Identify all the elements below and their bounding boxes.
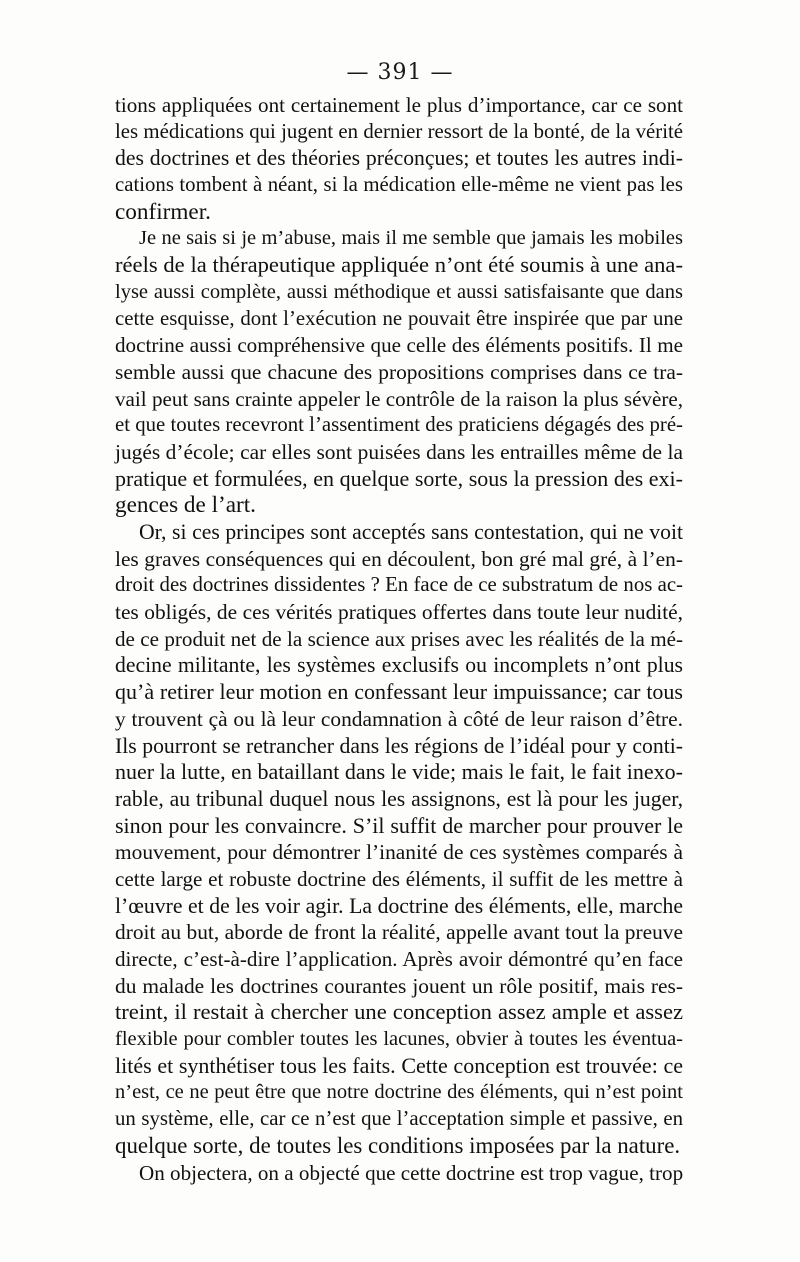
text-line: rable, au tribunal duquel nous les assignons, est là pour les juger, [115, 786, 683, 811]
text-line: de ce produit net de la science aux prises avec les réalités de la mé- [115, 626, 683, 651]
text-line: du malade les doctrines courantes jouent un rôle positif, mais res- [115, 973, 683, 998]
text-line: quelque sorte, de toutes les conditions imposées par la nature. [115, 1132, 681, 1158]
text-line: lyse aussi complète, aussi méthodique et aussi satisfaisante que dans [115, 280, 683, 303]
text-line: cette esquisse, dont l’exécution ne pouvait être inspirée que par une [115, 306, 683, 330]
text-line: cette large et robuste doctrine des éléments, il suffit de les mettre à [115, 866, 683, 891]
text-line: flexible pour combler toutes les lacunes, obvier à toutes les éventua- [115, 1028, 683, 1051]
text-line: et que toutes recevront l’assentiment des praticiens dégagés des pré- [115, 413, 683, 437]
text-line: gences de l’art. [115, 492, 256, 519]
text-line: Or, si ces principes sont acceptés sans contestation, qui ne voit [139, 520, 683, 544]
text-line: Ils pourront se retrancher dans les régions de l’idéal pour y conti- [115, 733, 683, 758]
text-line: réels de la thérapeutique appliquée n’ont été soumis à une ana- [115, 252, 683, 278]
text-line: semble aussi que chacune des propositions comprises dans ce tra- [115, 359, 683, 384]
text-line: jugés d’école; car elles sont puisées dans les entrailles même de la [115, 439, 683, 464]
text-line: n’est, ce ne peut être que notre doctrine des éléments, qui n’est point [115, 1081, 683, 1104]
text-line: treint, il restait à chercher une conception assez ample et assez [115, 999, 683, 1025]
text-line: mouvement, pour démontrer l’inanité de ces systèmes comparés à [115, 840, 683, 865]
text-line: lités et synthétiser tous les faits. Cette conception est trouvée: ce [115, 1052, 683, 1078]
text-line: tes obligés, de ces vérités pratiques offertes dans toute leur nudité, [115, 600, 683, 625]
text-line: vail peut sans crainte appeler le contrôle de la raison la plus sévère, [115, 386, 683, 411]
text-line: nuer la lutte, en bataillant dans le vide; mais le fait, le fait inexo- [115, 759, 683, 785]
page-number-header: — 391 — [346, 60, 454, 85]
text-line: doctrine aussi compréhensive que celle des éléments positifs. Il me [115, 333, 683, 358]
text-line: des doctrines et des théories préconçues; et toutes les autres indi- [115, 146, 683, 171]
text-line: droit des doctrines dissidentes ? En face de ce substratum de nos ac- [115, 573, 683, 597]
text-line: tions appliquées ont certainement le plus d’importance, car ce sont [115, 93, 683, 117]
text-line: droit au but, aborde de front la réalité, appelle avant tout la preuve [115, 920, 683, 945]
text-line: On objectera, on a objecté que cette doctrine est trop vague, trop [139, 1160, 684, 1185]
body-text [115, 92, 683, 1186]
text-line: cations tombent à néant, si la médication elle-même ne vient pas les [115, 173, 683, 197]
text-line: decine militante, les systèmes exclusifs ou incomplets n’ont plus [115, 653, 683, 678]
text-line: l’œuvre et de les voir agir. La doctrine des éléments, elle, marche [115, 893, 683, 918]
text-line: directe, c’est-à-dire l’application. Après avoir démontré qu’en face [115, 947, 683, 971]
text-line: y trouvent çà ou là leur condamnation à côté de leur raison d’être. [115, 706, 683, 731]
text-line: un système, elle, car ce n’est que l’acceptation simple et passive, en [115, 1107, 683, 1131]
text-line: les graves conséquences qui en découlent, bon gré mal gré, à l’en- [115, 546, 683, 571]
text-line: confirmer. [115, 198, 211, 225]
text-line: les médications qui jugent en dernier ressort de la bonté, de la vérité [115, 119, 683, 143]
text-line: sinon pour les convaincre. S’il suffit de marcher pour prouver le [115, 812, 683, 838]
text-line: qu’à retirer leur motion en confessant leur impuissance; car tous [115, 679, 683, 705]
text-line: pratique et formulées, en quelque sorte, sous la pression des exi- [115, 465, 683, 491]
text-line: Je ne sais si je m’abuse, mais il me semble que jamais les mobiles [139, 227, 683, 250]
